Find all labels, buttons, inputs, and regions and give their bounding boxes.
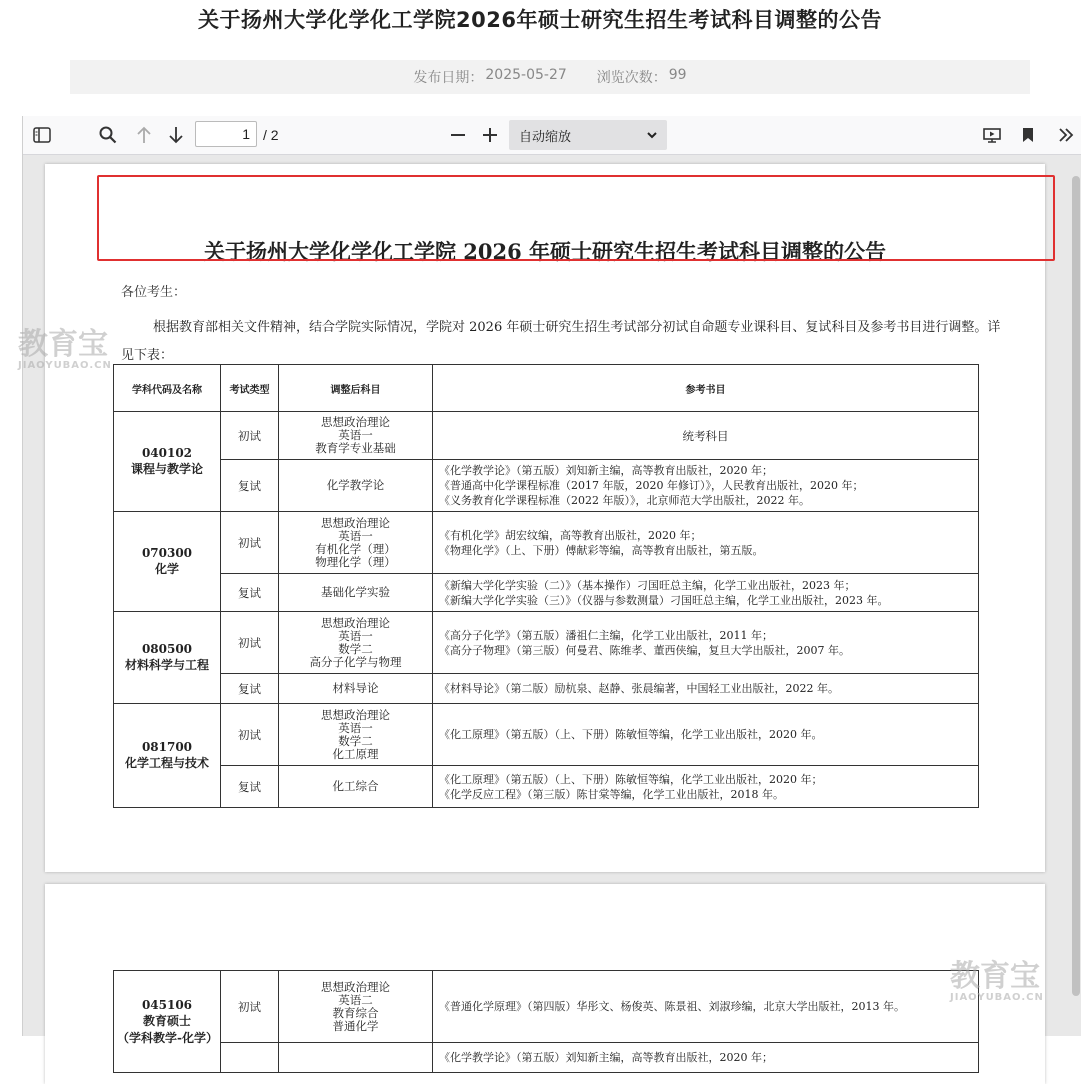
header-subject: 调整后科目 <box>279 365 433 412</box>
major-name: 化学 <box>154 562 179 576</box>
subject-table-continued <box>113 970 979 1073</box>
highlight-box <box>97 175 1055 261</box>
subject: 材料导论 <box>279 674 433 704</box>
major-name: 教育硕士 <box>142 1013 191 1028</box>
subjects-cell <box>279 512 433 574</box>
table-row <box>114 766 979 808</box>
exam-type: 初试 <box>221 704 279 766</box>
reference: 《普通化学原理》（第四版）华彤文、杨俊英、陈景祖、刘淑珍编，北京大学出版社，2013 年。 <box>433 971 979 1043</box>
subject: 英语一 <box>338 428 373 442</box>
major-name: 化学工程与技术 <box>124 756 209 770</box>
zoom-in-icon[interactable] <box>479 124 501 146</box>
watermark-logo: 教育宝 JIAOYUBAO.CN <box>950 959 1044 1003</box>
refs-cell <box>433 574 979 612</box>
page-number-input[interactable]: 1 <box>195 121 257 147</box>
pdf-toolbar <box>23 116 1081 155</box>
reference: 《化工原理》（第五版）（上、下册）陈敏恒等编，化学工业出版社，2020 年； <box>439 772 823 786</box>
view-count-label: 浏览次数： <box>596 70 667 86</box>
major-cell <box>114 612 221 704</box>
subject: 教育学专业基础 <box>315 441 396 455</box>
table-row <box>114 460 979 512</box>
subject: 普通化学 <box>332 1018 379 1033</box>
publish-date <box>413 67 566 87</box>
exam-type: 初试 <box>221 971 279 1043</box>
major-code: 045106 <box>141 997 193 1012</box>
subject: 高分子化学与物理 <box>309 654 402 669</box>
pdf-page-1 <box>45 164 1045 872</box>
major-cell <box>114 704 221 808</box>
major-cell <box>114 412 221 512</box>
table-row <box>114 674 979 704</box>
search-icon[interactable] <box>97 124 119 146</box>
publish-date-value: 2025-05-27 <box>485 67 567 83</box>
reference: 《材料导论》（第二版）励杭泉、赵静、张晨编著，中国轻工业出版社，2022 年。 <box>433 674 979 704</box>
refs-cell <box>433 512 979 574</box>
table-row <box>114 971 979 1043</box>
page-title: 关于扬州大学化学化工学院2026年硕士研究生招生考试科目调整的公告 <box>198 8 882 32</box>
major-code: 040102 <box>141 446 193 460</box>
previous-page-icon[interactable] <box>133 124 155 146</box>
table-header-row <box>114 365 979 412</box>
header-refs: 参考书目 <box>433 365 979 412</box>
exam-type: 复试 <box>221 460 279 512</box>
reference: 《高分子化学》（第五版）潘祖仁主编，化学工业出版社，2011 年； <box>439 628 773 642</box>
table-row <box>114 512 979 574</box>
subject: 思想政治理论 <box>321 515 390 530</box>
major-cell <box>114 971 221 1073</box>
subject: 英语一 <box>338 628 373 643</box>
zoom-select-value: 自动缩放 <box>519 129 572 145</box>
subject: 化学教学论 <box>279 460 433 512</box>
reference: 《化学反应工程》（第三版）陈甘棠等编，化学工业出版社，2018 年。 <box>439 787 784 801</box>
subject: 思想政治理论 <box>321 979 390 994</box>
subject: 教育综合 <box>332 1005 379 1020</box>
subject: 英语一 <box>338 720 373 735</box>
exam-type <box>221 1043 279 1073</box>
reference: 《高分子物理》（第三版）何曼君、陈维孝、董西侠编，复旦大学出版社，2007 年。 <box>439 643 850 657</box>
publish-date-label: 发布日期： <box>413 70 484 86</box>
table-row <box>114 612 979 674</box>
subject: 数学二 <box>338 733 373 748</box>
watermark-logo: 教育宝 JIAOYUBAO.CN <box>18 327 112 371</box>
refs-cell <box>433 766 979 808</box>
page-total: / 2 <box>263 127 279 143</box>
subject: 有机化学（理） <box>315 541 396 556</box>
document-title: 关于扬州大学化学化工学院 2026 年硕士研究生招生考试科目调整的公告 <box>203 239 887 264</box>
exam-type: 复试 <box>221 674 279 704</box>
subject: 思想政治理论 <box>321 615 390 630</box>
sidebar-toggle-icon[interactable] <box>31 124 53 146</box>
subject: 化工综合 <box>279 766 433 808</box>
zoom-out-icon[interactable] <box>447 124 469 146</box>
reference: 《化工原理》（第五版）（上、下册）陈敏恒等编，化学工业出版社，2020 年。 <box>433 704 979 766</box>
table-row <box>114 574 979 612</box>
subject: 思想政治理论 <box>321 415 390 429</box>
subject: 英语一 <box>338 528 373 543</box>
header-type: 考试类型 <box>221 365 279 412</box>
reference: 《普通高中化学课程标准（2017 年版，2020 年修订）》，人民教育出版社，2020 年； <box>439 479 864 492</box>
subject: 英语二 <box>338 992 373 1007</box>
major-code: 081700 <box>141 740 193 754</box>
reference: 《有机化学》胡宏纹编，高等教育出版社，2020 年； <box>439 528 702 542</box>
reference: 《化学教学论》（第五版）刘知新主编，高等教育出版社，2020 年； <box>439 464 773 477</box>
exam-type: 复试 <box>221 766 279 808</box>
header-code: 学科代码及名称 <box>114 365 221 412</box>
subject: 物理化学（理） <box>315 554 396 569</box>
tools-menu-icon[interactable] <box>1055 124 1077 146</box>
next-page-icon[interactable] <box>165 124 187 146</box>
reference: 《物理化学》（上、下册）傅献彩等编，高等教育出版社，第五版。 <box>439 543 764 557</box>
subject: 化工原理 <box>332 746 379 761</box>
reference: 《新编大学化学实验（三）》（仪器与参数测量）刁国旺总主编，化学工业出版社，2023 年。 <box>439 593 889 607</box>
refs-cell <box>433 460 979 512</box>
reference: 《化学教学论》（第五版）刘知新主编，高等教育出版社，2020 年； <box>433 1043 979 1073</box>
view-count <box>597 67 687 87</box>
exam-type: 初试 <box>221 512 279 574</box>
table-row <box>114 412 979 460</box>
exam-type: 复试 <box>221 574 279 612</box>
exam-type: 初试 <box>221 412 279 460</box>
vertical-scrollbar[interactable] <box>1071 176 1081 1036</box>
subject: 基础化学实验 <box>279 574 433 612</box>
zoom-select[interactable] <box>509 120 667 150</box>
chevron-down-icon <box>647 129 657 144</box>
subjects-cell <box>279 971 433 1043</box>
meta-bar <box>70 60 1030 94</box>
salutation: 各位考生： <box>121 285 187 300</box>
major-name: （学科教学-化学） <box>117 1030 218 1045</box>
subject-table <box>113 364 979 808</box>
subject: 思想政治理论 <box>321 707 390 722</box>
pdf-page-2 <box>45 884 1045 1084</box>
refs-cell <box>433 612 979 674</box>
subjects-cell <box>279 704 433 766</box>
subject <box>279 1043 433 1073</box>
bookmark-icon[interactable] <box>1017 124 1039 146</box>
major-name: 课程与教学论 <box>130 462 203 476</box>
major-code: 070300 <box>141 546 193 560</box>
major-code: 080500 <box>141 642 193 656</box>
subjects-cell <box>279 412 433 460</box>
intro-paragraph: 根据教育部相关文件精神，结合学院实际情况，学院对 2026 年硕士研究生招生考试部分初试自命题专业课科目、复试科目及参考书目进行调整。详见下表： <box>121 320 1001 363</box>
reference: 统考科目 <box>433 412 979 460</box>
view-count-value: 99 <box>668 67 687 83</box>
reference: 《义务教育化学课程标准（2022 年版）》，北京师范大学出版社，2022 年。 <box>439 494 810 507</box>
subjects-cell <box>279 612 433 674</box>
table-row <box>114 704 979 766</box>
major-name: 材料科学与工程 <box>124 658 209 672</box>
table-row <box>114 1043 979 1073</box>
exam-type: 初试 <box>221 612 279 674</box>
major-cell <box>114 512 221 612</box>
reference: 《新编大学化学实验（二）》（基本操作）刁国旺总主编，化学工业出版社，2023 年； <box>439 578 856 592</box>
subject: 数学二 <box>338 641 373 656</box>
presentation-mode-icon[interactable] <box>981 124 1003 146</box>
scrollbar-thumb[interactable] <box>1072 176 1080 996</box>
